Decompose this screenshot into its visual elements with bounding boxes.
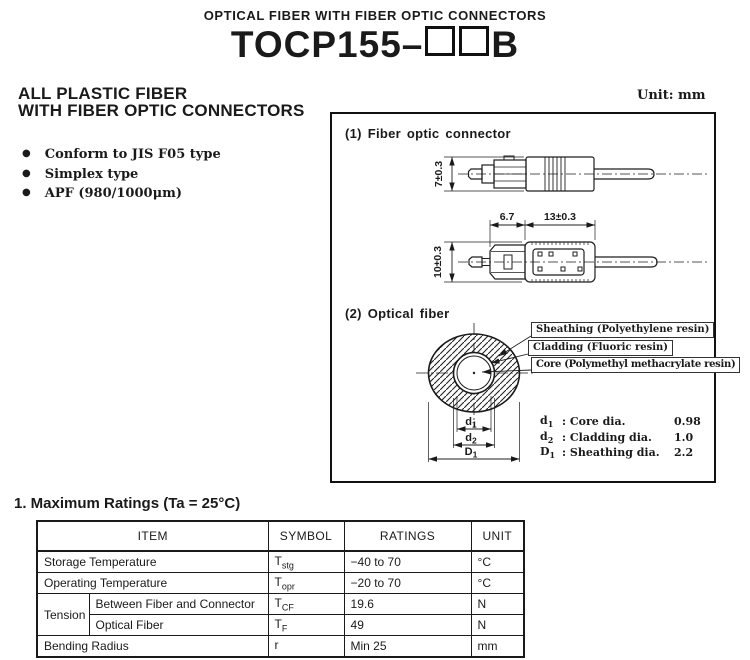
table-row <box>37 636 524 658</box>
dim-front-length: 6.7 <box>499 211 515 223</box>
unit-cell: mm <box>471 636 524 658</box>
placeholder-box-icon <box>425 26 455 56</box>
subtitle-line-2: WITH FIBER OPTIC CONNECTORS <box>18 101 305 120</box>
part-number-suffix: B <box>491 24 520 65</box>
diagram-panel <box>330 112 736 483</box>
tension-group-cell: Tension <box>37 594 89 636</box>
bullet-icon: ● <box>22 187 31 198</box>
rating-cell: −40 to 70 <box>344 551 471 573</box>
table-row <box>37 615 524 636</box>
cladding-label: Cladding (Fluoric resin) <box>528 340 673 356</box>
header-item: ITEM <box>37 521 268 551</box>
rating-cell: 19.6 <box>344 594 471 615</box>
dim-name: : Sheathing dia. <box>562 446 660 460</box>
dim-symbol: $D_1$ <box>540 445 556 461</box>
symbol-cell: r <box>268 636 344 658</box>
dim-symbol: $d_1$ <box>540 414 554 430</box>
dim-core-dia-label: $d_1$ <box>465 416 477 430</box>
symbol-cell: $T_{stg}$ <box>268 551 344 573</box>
rating-cell: −20 to 70 <box>344 573 471 594</box>
dim-sheathing-dia-label: $D_1$ <box>464 446 478 460</box>
table-row <box>37 551 524 573</box>
item-cell: Operating Temperature <box>37 573 268 594</box>
unit-cell: N <box>471 594 524 615</box>
fiber-cross-section <box>416 323 534 462</box>
item-cell: Storage Temperature <box>37 551 268 573</box>
feature-item <box>22 167 221 182</box>
placeholder-box-icon <box>459 26 489 56</box>
fiber-dim-row <box>540 414 710 430</box>
dim-value: 0.98 <box>674 415 701 429</box>
feature-list <box>22 147 221 206</box>
dim-symbol: $d_2$ <box>540 429 554 445</box>
maximum-ratings-table <box>36 520 525 658</box>
header-unit: UNIT <box>471 521 524 551</box>
feature-text: Simplex type <box>44 166 139 182</box>
bullet-icon: ● <box>22 167 31 179</box>
dim-value: 1.0 <box>674 430 694 444</box>
unit-cell: °C <box>471 573 524 594</box>
part-number-title <box>0 24 750 66</box>
fiber-dim-row <box>540 430 710 446</box>
dim-name: : Core dia. <box>562 415 626 429</box>
fiber-dim-row <box>540 445 710 461</box>
feature-item <box>22 147 221 162</box>
rating-cell: 49 <box>344 615 471 636</box>
bullet-icon: ● <box>22 148 31 159</box>
item-cell: Bending Radius <box>37 636 268 658</box>
header-ratings: RATINGS <box>344 521 471 551</box>
dim-body-height: 10±0.3 <box>432 245 444 279</box>
section2-title: (2) Optical fiber <box>345 306 450 321</box>
part-number-prefix: TOCP155– <box>230 24 424 65</box>
dim-value: 2.2 <box>674 446 694 460</box>
table-header-row <box>37 521 524 551</box>
symbol-cell: $T_{CF}$ <box>268 594 344 615</box>
dim-cladding-dia-label: $d_2$ <box>465 432 477 446</box>
fiber-dimension-list <box>540 414 710 461</box>
table-row <box>37 594 524 615</box>
connector-top-view <box>444 220 708 282</box>
section1-title: (1) Fiber optic connector <box>345 126 511 141</box>
header-symbol: SYMBOL <box>268 521 344 551</box>
rating-cell: Min 25 <box>344 636 471 658</box>
symbol-cell: $T_F$ <box>268 615 344 636</box>
core-label: Core (Polymethyl methacrylate resin) <box>531 357 740 373</box>
unit-cell: N <box>471 615 524 636</box>
feature-text: Conform to JIS F05 type <box>44 147 221 162</box>
sheathing-label: Sheathing (Polyethylene resin) <box>531 322 714 338</box>
subtitle-line-1: ALL PLASTIC FIBER <box>18 84 188 103</box>
feature-item <box>22 186 221 201</box>
item-cell: Between Fiber and Connector <box>89 594 268 615</box>
symbol-cell: $T_{opr}$ <box>268 573 344 594</box>
document-header: OPTICAL FIBER WITH FIBER OPTIC CONNECTORS <box>203 8 547 23</box>
ratings-section-title: 1. Maximum Ratings (Ta = 25°C) <box>14 495 241 512</box>
feature-text: APF (980/1000μm) <box>44 186 182 201</box>
unit-cell: °C <box>471 551 524 573</box>
connector-side-view <box>444 156 708 191</box>
unit-note: Unit: mm <box>637 88 706 103</box>
item-cell: Optical Fiber <box>89 615 268 636</box>
dim-name: : Cladding dia. <box>562 430 652 444</box>
table-row <box>37 573 524 594</box>
dim-connector-height: 7±0.3 <box>433 160 445 188</box>
dim-body-length: 13±0.3 <box>543 211 577 223</box>
product-subtitle <box>18 85 305 119</box>
